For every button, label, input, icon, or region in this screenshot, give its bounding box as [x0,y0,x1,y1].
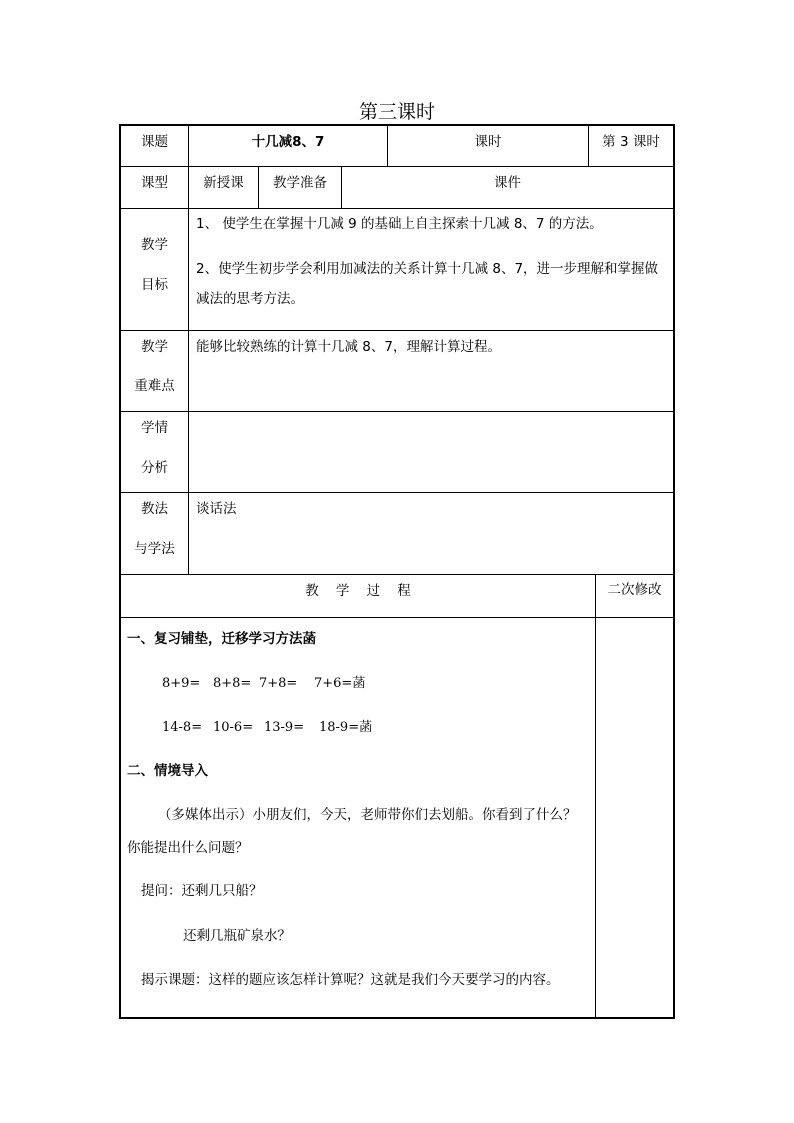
objectives-label: 目标 [141,277,168,293]
keypoints-label: 教学 [141,339,168,355]
analysis-label: 学情 [141,420,168,436]
table-left-border [119,124,121,1019]
exercise-item: 8+8= [213,676,252,691]
objective-item: 2、使学生初步学会利用加减法的关系计算十几减 8、7，进一步理解和掌握做 [196,261,659,277]
objectives-label: 教学 [141,237,168,253]
row-divider [119,617,675,618]
revision-header: 二次修改 [607,582,662,598]
reveal-line: 揭示课题：这样的题应该怎样计算呢？这就是我们今天要学习的内容。 [141,972,560,988]
paragraph-line: 你能提出什么问题？ [127,840,249,856]
row-divider [119,411,675,412]
table-bottom-border [119,1017,675,1019]
process-header: 教 学 过 程 [305,583,411,599]
revision-column-divider [595,574,596,1018]
row-divider [119,574,675,575]
objective-item: 减法的思考方法。 [196,291,304,307]
period-label: 课时 [474,134,502,150]
paragraph-line: （多媒体出示）小朋友们，今天，老师带你们去划船。你看到了什么？ [158,807,577,823]
exercise-item: 18-9=菡 [319,720,373,735]
table-top-border [119,124,675,126]
question-line: 还剩几瓶矿泉水？ [183,928,291,944]
exercise-item: 7+8= [259,676,298,691]
exercise-item: 8+9= [162,676,201,691]
section-title: 二、情境导入 [127,763,208,779]
objective-item: 1、 使学生在掌握十几减 9 的基础上自主探索十几减 8、7 的方法。 [196,216,603,232]
type-label: 课型 [141,175,168,191]
keypoints-label: 重难点 [134,378,175,394]
methods-text: 谈话法 [196,501,237,517]
row-divider [119,208,675,209]
exercise-item: 7+6=菡 [314,676,366,691]
topic-value: 十几减8、7 [251,134,325,150]
methods-label: 与学法 [134,541,175,557]
question-line: 提问：还剩几只船？ [141,883,263,899]
exercise-item: 13-9= [264,720,305,735]
exercise-item: 14-8= [162,720,203,735]
row-divider [119,330,675,331]
prep-value: 课件 [494,175,521,191]
methods-label: 教法 [141,501,168,517]
keypoints-text: 能够比较熟练的计算十几减 8、7，理解计算过程。 [196,339,501,355]
section-title: 一、复习铺垫，迁移学习方法菡 [127,631,316,647]
label-column-divider [188,124,189,574]
analysis-label: 分析 [141,460,168,476]
row-divider [119,166,675,167]
exercise-item: 10-6= [213,720,254,735]
row-divider [119,492,675,493]
topic-label: 课题 [141,134,168,150]
type-value: 新授课 [203,175,244,191]
period-value: 第 3 课时 [602,134,660,150]
page-title: 第三课时 [358,101,435,123]
prep-label: 教学准备 [273,175,327,191]
table-right-border [673,124,675,1019]
